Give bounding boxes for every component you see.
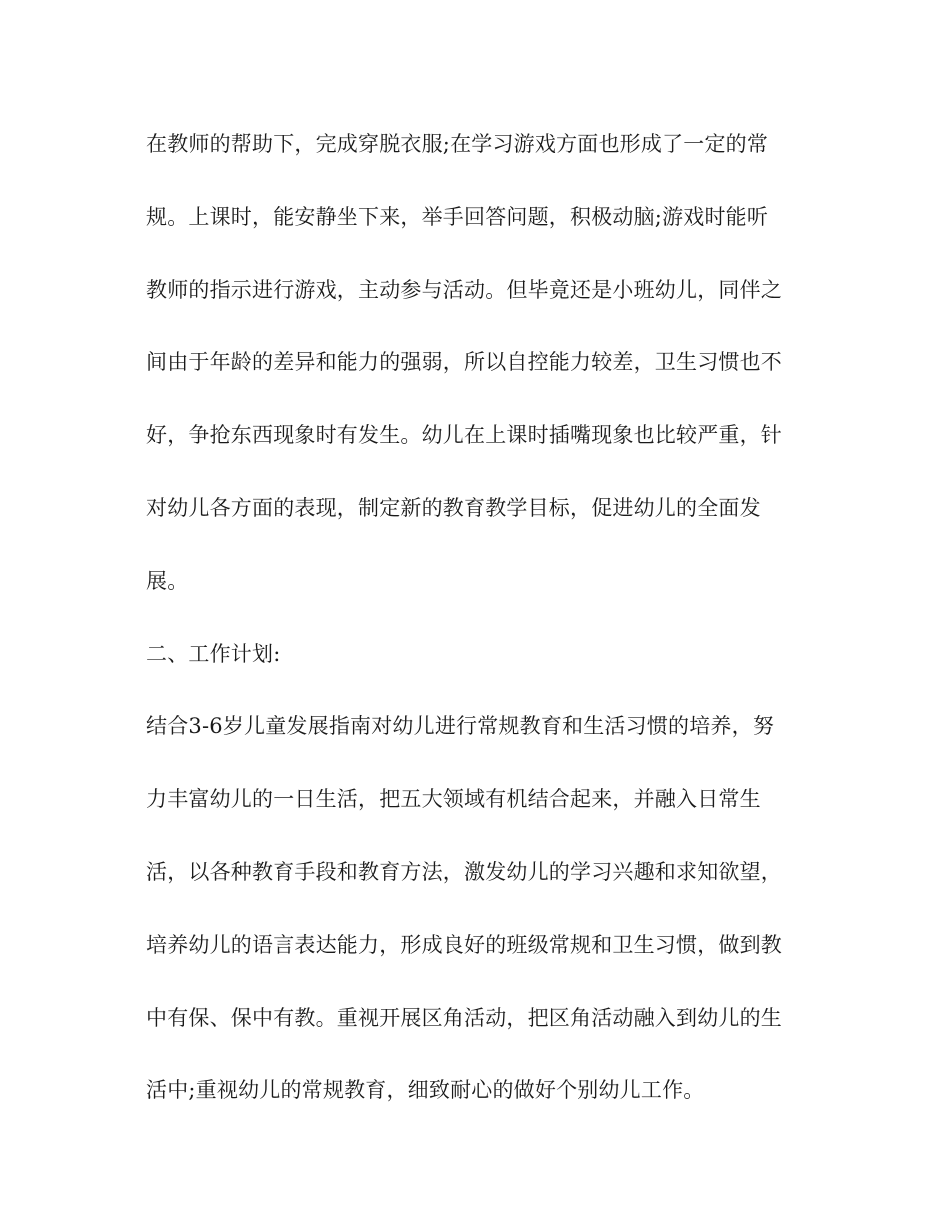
text-line: 对幼儿各方面的表现，制定新的教育教学目标，促进幼儿的全面发 (146, 495, 761, 520)
text-line: 中有保、保中有教。重视开展区角活动，把区角活动融入到幼儿的生 (146, 1005, 782, 1030)
text-line: 活中;重视幼儿的常规教育，细致耐心的做好个别幼儿工作。 (146, 1078, 705, 1103)
text-line: 活，以各种教育手段和教育方法，激发幼儿的学习兴趣和求知欲望， (146, 859, 782, 884)
document-body (146, 122, 806, 1141)
text-line: 结合3-6岁儿童发展指南对幼儿进行常规教育和生活习惯的培养，努 (146, 714, 775, 739)
text-line: 展。 (146, 568, 189, 593)
text-line: 培养幼儿的语言表达能力，形成良好的班级常规和卫生习惯，做到教 (146, 932, 782, 957)
text-line: 在教师的帮助下，完成穿脱衣服;在学习游戏方面也形成了一定的常 (146, 132, 769, 156)
text-line: 间由于年龄的差异和能力的强弱，所以自控能力较差，卫生习惯也不 (146, 350, 782, 375)
text-line: 力丰富幼儿的一日生活，把五大领域有机结合起来，并融入日常生 (146, 787, 761, 812)
text-line: 规。上课时，能安静坐下来，举手回答问题，积极动脑;游戏时能听 (146, 204, 769, 229)
text-line: 教师的指示进行游戏，主动参与活动。但毕竟还是小班幼儿，同伴之 (146, 277, 782, 302)
section-heading: 二、工作计划: (146, 641, 281, 666)
text-line: 好，争抢东西现象时有发生。幼儿在上课时插嘴现象也比较严重，针 (146, 423, 782, 448)
